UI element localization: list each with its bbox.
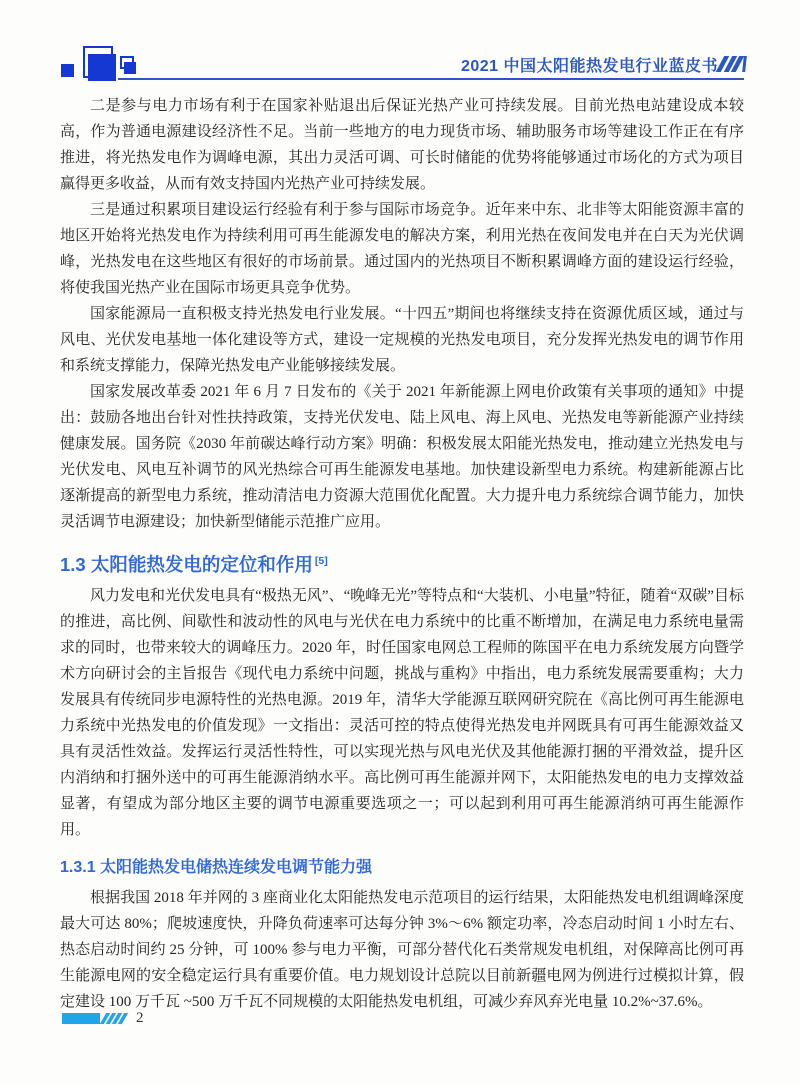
header-slashes-icon [718,56,747,72]
footer-bar-icon [62,1013,124,1024]
page-header [0,0,800,96]
paragraph-nea-support: 国家能源局一直积极支持光热发电行业发展。“十四五”期间也将继续支持在资源优质区域，通过与风电、光伏发电基地一体化建设等方式，建设一定规模的光热发电项目，充分发挥光热发电的调节作用和系统支撑能力，保障光热发电产业能够接续发展。 [60,306,744,374]
logo-square-small-icon [61,64,74,77]
paragraph-international-market: 三是通过积累项目建设运行经验有利于参与国际市场竞争。近年来中东、北非等太阳能资源丰富的地区开始将光热发电作为持续利用可再生能源发电的解决方案，利用光热在夜间发电并在白天为光伏调峰，光热发电在这些地区有很好的市场前景。通过国内的光热项目不断积累调峰方面的建设运行经验，将使我国光热产业在国际市场更具竞争优势。 [60,202,744,296]
section-1-3-1-heading: 1.3.1 太阳能热发电储热连续发电调节能力强 [60,859,373,877]
paragraph-positioning-role: 风力发电和光伏发电具有“极热无风”、“晚峰无光”等特点和“大装机、小电量”特征，随着“双碳”目标的推进，高比例、间歇性和波动性的风电与光伏在电力系统中的比重不断增加，在满足电力系统电量需求的同时，也带来较大的调峰压力。2020 年，时任国家电网总工程师的陈国平在电力系统发展方向暨学术方向研讨会的主旨报告《现代电力系统中问题，挑战与重构》中指出，电力系统发展需要重构；大力发展具有传统同步电源特性的光热电源。2019 年，清华大学能源互联网研究院在《高比例可再生能源电力系统中光热发电的价值发现》一文指出：灵活可控的特点使得光热发电并网既具有可再生能源效益又具有灵活性效益。发挥运行灵活性特性，可以实现光热与风电光伏及其他能源打捆的平滑效益，提升区内消纳和打捆外送中的可再生能源消纳水平。高比例可再生能源并网下，太阳能热发电的电力支撑效益显著，有望成为部分地区主要的调节电源重要选项之一；可以起到利用可再生能源消纳可再生能源作用。 [60,588,744,839]
page-footer [62,1011,144,1025]
section-1-3-heading [60,548,744,578]
footer-bar-solid-icon [62,1013,100,1024]
section-1-3-heading-text: 1.3 太阳能热发电的定位和作用 [60,554,313,576]
paragraph-regulation-capability: 根据我国 2018 年并网的 3 座商业化太阳能热发电示范项目的运行结果，太阳能热发电机组调峰深度最大可达 80%；爬坡速度快，升降负荷速率可达每分钟 3%～6% 额定功率，冷态启动时间 1 小时左右、热态启动时间约 25 分钟，可 100% 参与电力平衡，可部分替代化石类常规发电机组，对保障高比例可再生能源电网的安全稳定运行具有重要价值。电力规划设计总院以目前新疆电网为例进行过模拟计算，假定建设 100 万千瓦 ~500 万千瓦不同规模的太阳能热发电机组，可减少弃风弃光电量 10.2%~37.6%。 [60,890,744,1011]
header-divider [118,78,744,80]
page-number: 2 [136,1009,144,1026]
paragraph-ndrc-policy: 国家发展改革委 2021 年 6 月 7 日发布的《关于 2021 年新能源上网电价政策有关事项的通知》中提出：鼓励各地出台针对性扶持政策，支持光伏发电、陆上风电、海上风电、光热发电等新能源产业持续健康发展。国务院《2030 年前碳达峰行动方案》明确：积极发展太阳能光热发电，推动建立光热发电与光伏发电、风电互补调节的风光热综合可再生能源发电基地。加快建设新型电力系统。构建新能源占比逐渐提高的新型电力系统，推动清洁电力资源大范围优化配置。大力提升电力系统综合调节能力，加快灵活调节电源建设；加快新型储能示范推广应用。 [60,384,744,530]
page-content [60,93,744,1015]
paragraph-power-market: 二是参与电力市场有利于在国家补贴退出后保证光热产业可持续发展。目前光热电站建设成本较高，作为普通电源建设经济性不足。当前一些地方的电力现货市场、辅助服务市场等建设工作正在有序推进，将光热发电作为调峰电源，其出力灵活可调、可长时储能的优势将能够通过市场化的方式为项目赢得更多收益，从而有效支持国内光热产业可持续发展。 [60,98,744,192]
reference-mark: [5] [314,555,328,567]
logo-square-solid-small-icon [124,62,136,74]
report-title: 2021 中国太阳能热发电行业蓝皮书 [460,58,718,75]
logo-square-solid-icon [88,54,116,81]
